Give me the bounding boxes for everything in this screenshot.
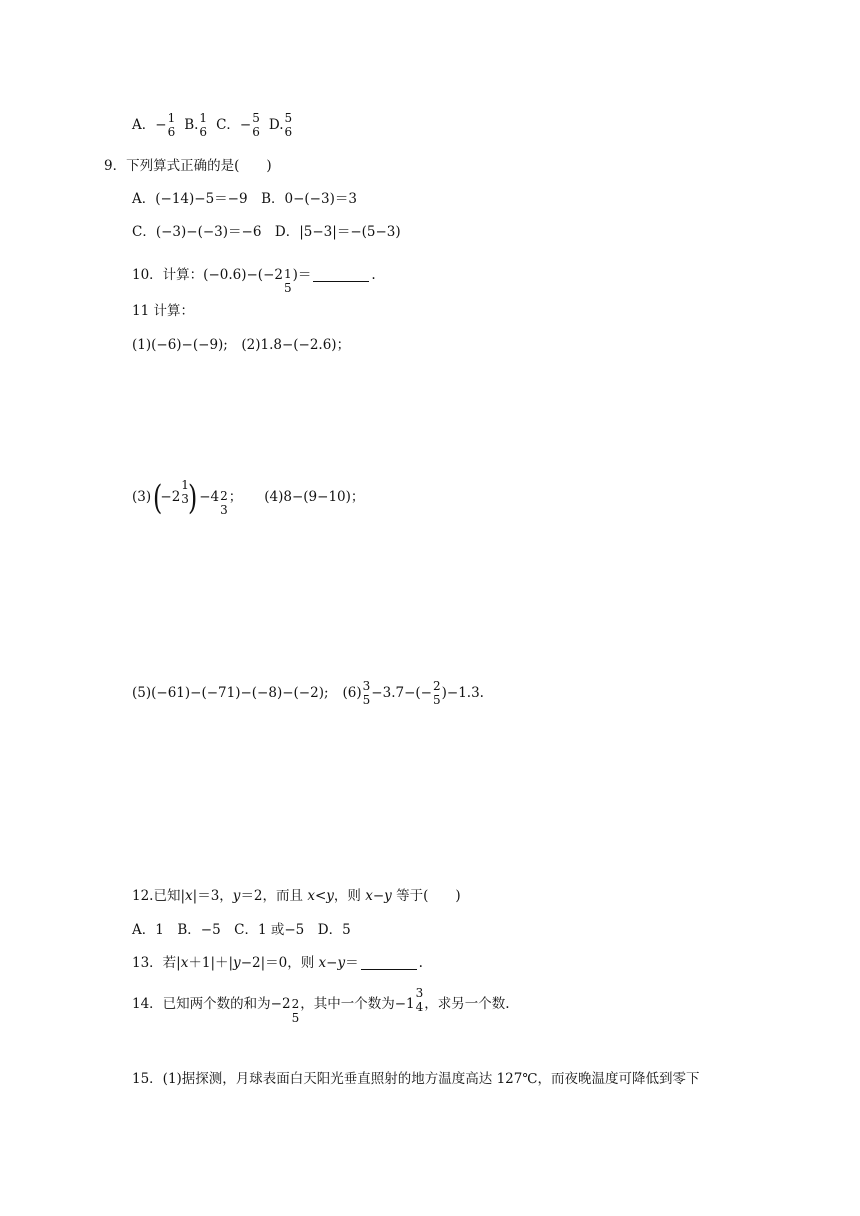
q9-options-ab-text: A．(−14)−5＝−9 B．0−(−3)＝3 xyxy=(132,191,357,207)
q13 xyxy=(132,957,423,971)
q11-part3-label: (3) xyxy=(132,489,152,506)
var-x: x xyxy=(185,888,193,904)
q10 xyxy=(132,256,376,296)
q9-options-cd-text: C．(−3)−(−3)＝−6 D．|5−3|＝−(5−3) xyxy=(132,224,401,240)
var-x: x xyxy=(318,955,327,971)
var-y: y xyxy=(337,955,346,971)
numerator: 5 xyxy=(284,111,293,125)
q15-text: 15．(1)据探测，月球表面白天阳光垂直照射的地方温度高达 127℃，而夜晚温度可降低到零下 xyxy=(132,1071,700,1087)
q11-stem-text: 11 计算： xyxy=(132,303,194,319)
text: 13．若| xyxy=(132,955,181,971)
var-x: x xyxy=(365,888,373,904)
q11-part6-fraction1 xyxy=(363,680,371,708)
numerator: 2 xyxy=(432,679,441,693)
numerator: 2 xyxy=(291,997,300,1011)
var-y: y xyxy=(326,888,334,904)
text: −2|＝0，则 xyxy=(240,955,319,971)
q11-part3-inner: −2 xyxy=(160,489,181,506)
q9-stem xyxy=(104,160,272,174)
numerator: 1 xyxy=(283,267,292,281)
q8-option-b-prefix: B. xyxy=(184,117,199,134)
period: . xyxy=(418,955,423,971)
q8-option-a-prefix: A．− xyxy=(132,117,167,134)
q14-fraction2 xyxy=(416,987,424,1015)
text: 14．已知两个数的和为−2 xyxy=(132,996,291,1013)
var-y: y xyxy=(232,888,241,904)
right-bracket: ) xyxy=(187,477,198,518)
q10-fraction xyxy=(284,268,292,296)
text: ，则 xyxy=(333,888,366,904)
q12-options xyxy=(132,924,351,938)
q11-parts-1-2-text: (1)(−6)−(−9); (2)1.8−(−2.6)； xyxy=(132,337,351,353)
q12-options-text: A．1 B．−5 C．1 或−5 D．5 xyxy=(132,922,351,938)
q11-part6-end: )−1.3. xyxy=(441,685,484,702)
var-x: x xyxy=(180,955,189,971)
q11-stem xyxy=(132,305,194,319)
var-x: x xyxy=(307,888,315,904)
q8-option-d-prefix: D. xyxy=(268,117,284,134)
q10-equals: )＝ xyxy=(292,267,312,284)
q11-part3-mid: −4 xyxy=(199,489,220,506)
numerator: 5 xyxy=(252,111,260,125)
var-y: y xyxy=(233,955,241,971)
q11-part6-label: (6) xyxy=(342,685,362,702)
denominator: 5 xyxy=(291,1010,300,1025)
text: |＝3， xyxy=(192,888,233,904)
numerator: 3 xyxy=(362,679,371,693)
q9-stem-text: 9．下列算式正确的是( ) xyxy=(104,158,272,174)
q11-part6-fraction2 xyxy=(433,680,441,708)
denominator: 6 xyxy=(284,124,293,139)
denominator: 4 xyxy=(415,999,424,1014)
q8-option-c-fraction xyxy=(252,112,260,140)
q10-prefix: 10．计算：(−0.6)−(−2 xyxy=(132,267,283,284)
q9-options-cd xyxy=(132,226,401,240)
denominator: 5 xyxy=(283,280,292,295)
q8-option-d-fraction xyxy=(285,112,293,140)
q9-options-ab xyxy=(132,193,357,207)
denominator: 6 xyxy=(199,124,208,139)
equals: ＝ xyxy=(345,955,359,971)
minus: − xyxy=(372,888,385,904)
q11-part3-fraction2 xyxy=(220,490,228,518)
q11-part5-text: (5)(−61)−(−71)−(−8)−(−2); xyxy=(132,685,329,702)
q14-fraction1 xyxy=(292,998,300,1026)
denominator: 6 xyxy=(167,124,176,139)
denominator: 6 xyxy=(252,124,260,139)
q11-part3-end: ； xyxy=(228,489,243,506)
text: ＝2，而且 xyxy=(240,888,308,904)
text: 等于( ) xyxy=(391,888,461,904)
text: ＋1|＋| xyxy=(188,955,234,971)
q13-answer-blank[interactable] xyxy=(361,957,417,970)
numerator: 3 xyxy=(415,986,424,1000)
text: ，求另一个数. xyxy=(424,996,510,1013)
numerator: 1 xyxy=(167,111,176,125)
numerator: 2 xyxy=(220,489,228,503)
denominator: 5 xyxy=(362,692,371,707)
left-bracket: ( xyxy=(153,477,163,518)
q14 xyxy=(132,984,510,1026)
q11-part4-text: (4)8−(9−10)； xyxy=(264,489,365,506)
minus: − xyxy=(326,955,338,971)
text: ，其中一个数为−1 xyxy=(300,996,415,1013)
q11-parts-5-6 xyxy=(132,680,484,708)
q10-period: . xyxy=(371,267,376,284)
q8-option-a-fraction xyxy=(168,112,176,140)
q8-option-c-prefix: C．− xyxy=(216,117,252,134)
q10-answer-blank[interactable] xyxy=(313,269,369,282)
q8-option-b-fraction xyxy=(199,112,207,140)
q11-parts-1-2 xyxy=(132,339,350,353)
denominator: 5 xyxy=(432,692,441,707)
numerator: 1 xyxy=(181,478,189,492)
denominator: 3 xyxy=(181,491,189,506)
text: 12.已知| xyxy=(132,888,186,904)
var-y: y xyxy=(384,888,392,904)
numerator: 1 xyxy=(199,111,208,125)
less-than: < xyxy=(314,888,327,904)
q11-parts-3-4 xyxy=(132,478,364,518)
q12-stem xyxy=(132,890,461,904)
denominator: 3 xyxy=(220,502,228,517)
q11-part6-mid: −3.7−(− xyxy=(371,685,432,702)
q8-options xyxy=(132,112,293,140)
q15 xyxy=(132,1073,699,1087)
